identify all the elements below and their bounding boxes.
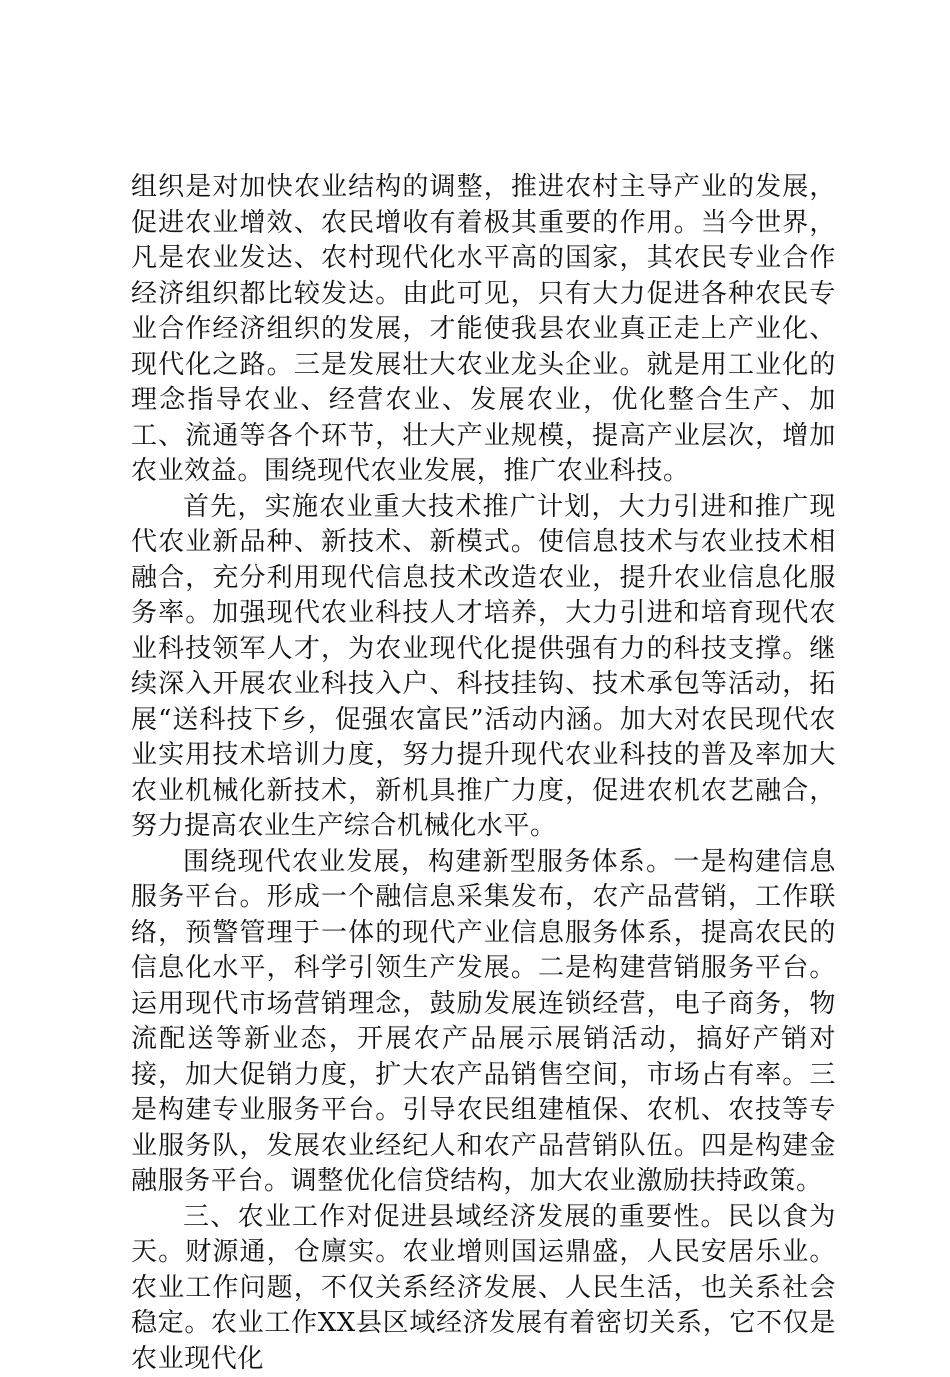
paragraph-3: 围绕现代农业发展，构建新型服务体系。一是构建信息服务平台。形成一个融信息采集发布，农产品营销，工作联络，预警管理于一体的现代产业信息服务体系，提高农民的信息化水平，科学引领生产发展。二是构建营销服务平台。运用现代市场营销理念，鼓励发展连锁经营，电子商务，物流配送等新业态，开展农产品展示展销活动，搞好产销对接，加大促销力度，扩大农产品销售空间，市场占有率。三是构建专业服务平台。引导农民组建植保、农机、农技等专业服务队，发展农业经纪人和农产品营销队伍。四是构建金融服务平台。调整优化信贷结构，加大农业激励扶持政策。 — [131, 845, 836, 1200]
paragraph-4: 三、农业工作对促进县域经济发展的重要性。民以食为天。财源通，仓廪实。农业增则国运鼎盛，人民安居乐业。农业工作问题，不仅关系经济发展、人民生活，也关系社会稳定。农业工作XX县区域经济发展有着密切关系，它不仅是农业现代化 — [131, 1200, 836, 1377]
paragraph-1: 组织是对加快农业结构的调整，推进农村主导产业的发展，促进农业增效、农民增收有着极其重要的作用。当今世界，凡是农业发达、农村现代化水平高的国家，其农民专业合作经济组织都比较发达。由此可见，只有大力促进各种农民专业合作经济组织的发展，才能使我县农业真正走上产业化、现代化之路。三是发展壮大农业龙头企业。就是用工业化的理念指导农业、经营农业、发展农业，优化整合生产、加工、流通等各个环节，壮大产业规模，提高产业层次，增加农业效益。围绕现代农业发展，推广农业科技。 — [131, 170, 836, 490]
document-body — [131, 170, 836, 1377]
paragraph-2: 首先，实施农业重大技术推广计划，大力引进和推广现代农业新品种、新技术、新模式。使信息技术与农业技术相融合，充分利用现代信息技术改造农业，提升农业信息化服务率。加强现代农业科技人才培养，大力引进和培育现代农业科技领军人才，为农业现代化提供强有力的科技支撑。继续深入开展农业科技入户、科技挂钩、技术承包等活动，拓展“送科技下乡，促强农富民”活动内涵。加大对农民现代农业实用技术培训力度，努力提升现代农业科技的普及率加大农业机械化新技术，新机具推广力度，促进农机农艺融合，努力提高农业生产综合机械化水平。 — [131, 490, 836, 845]
